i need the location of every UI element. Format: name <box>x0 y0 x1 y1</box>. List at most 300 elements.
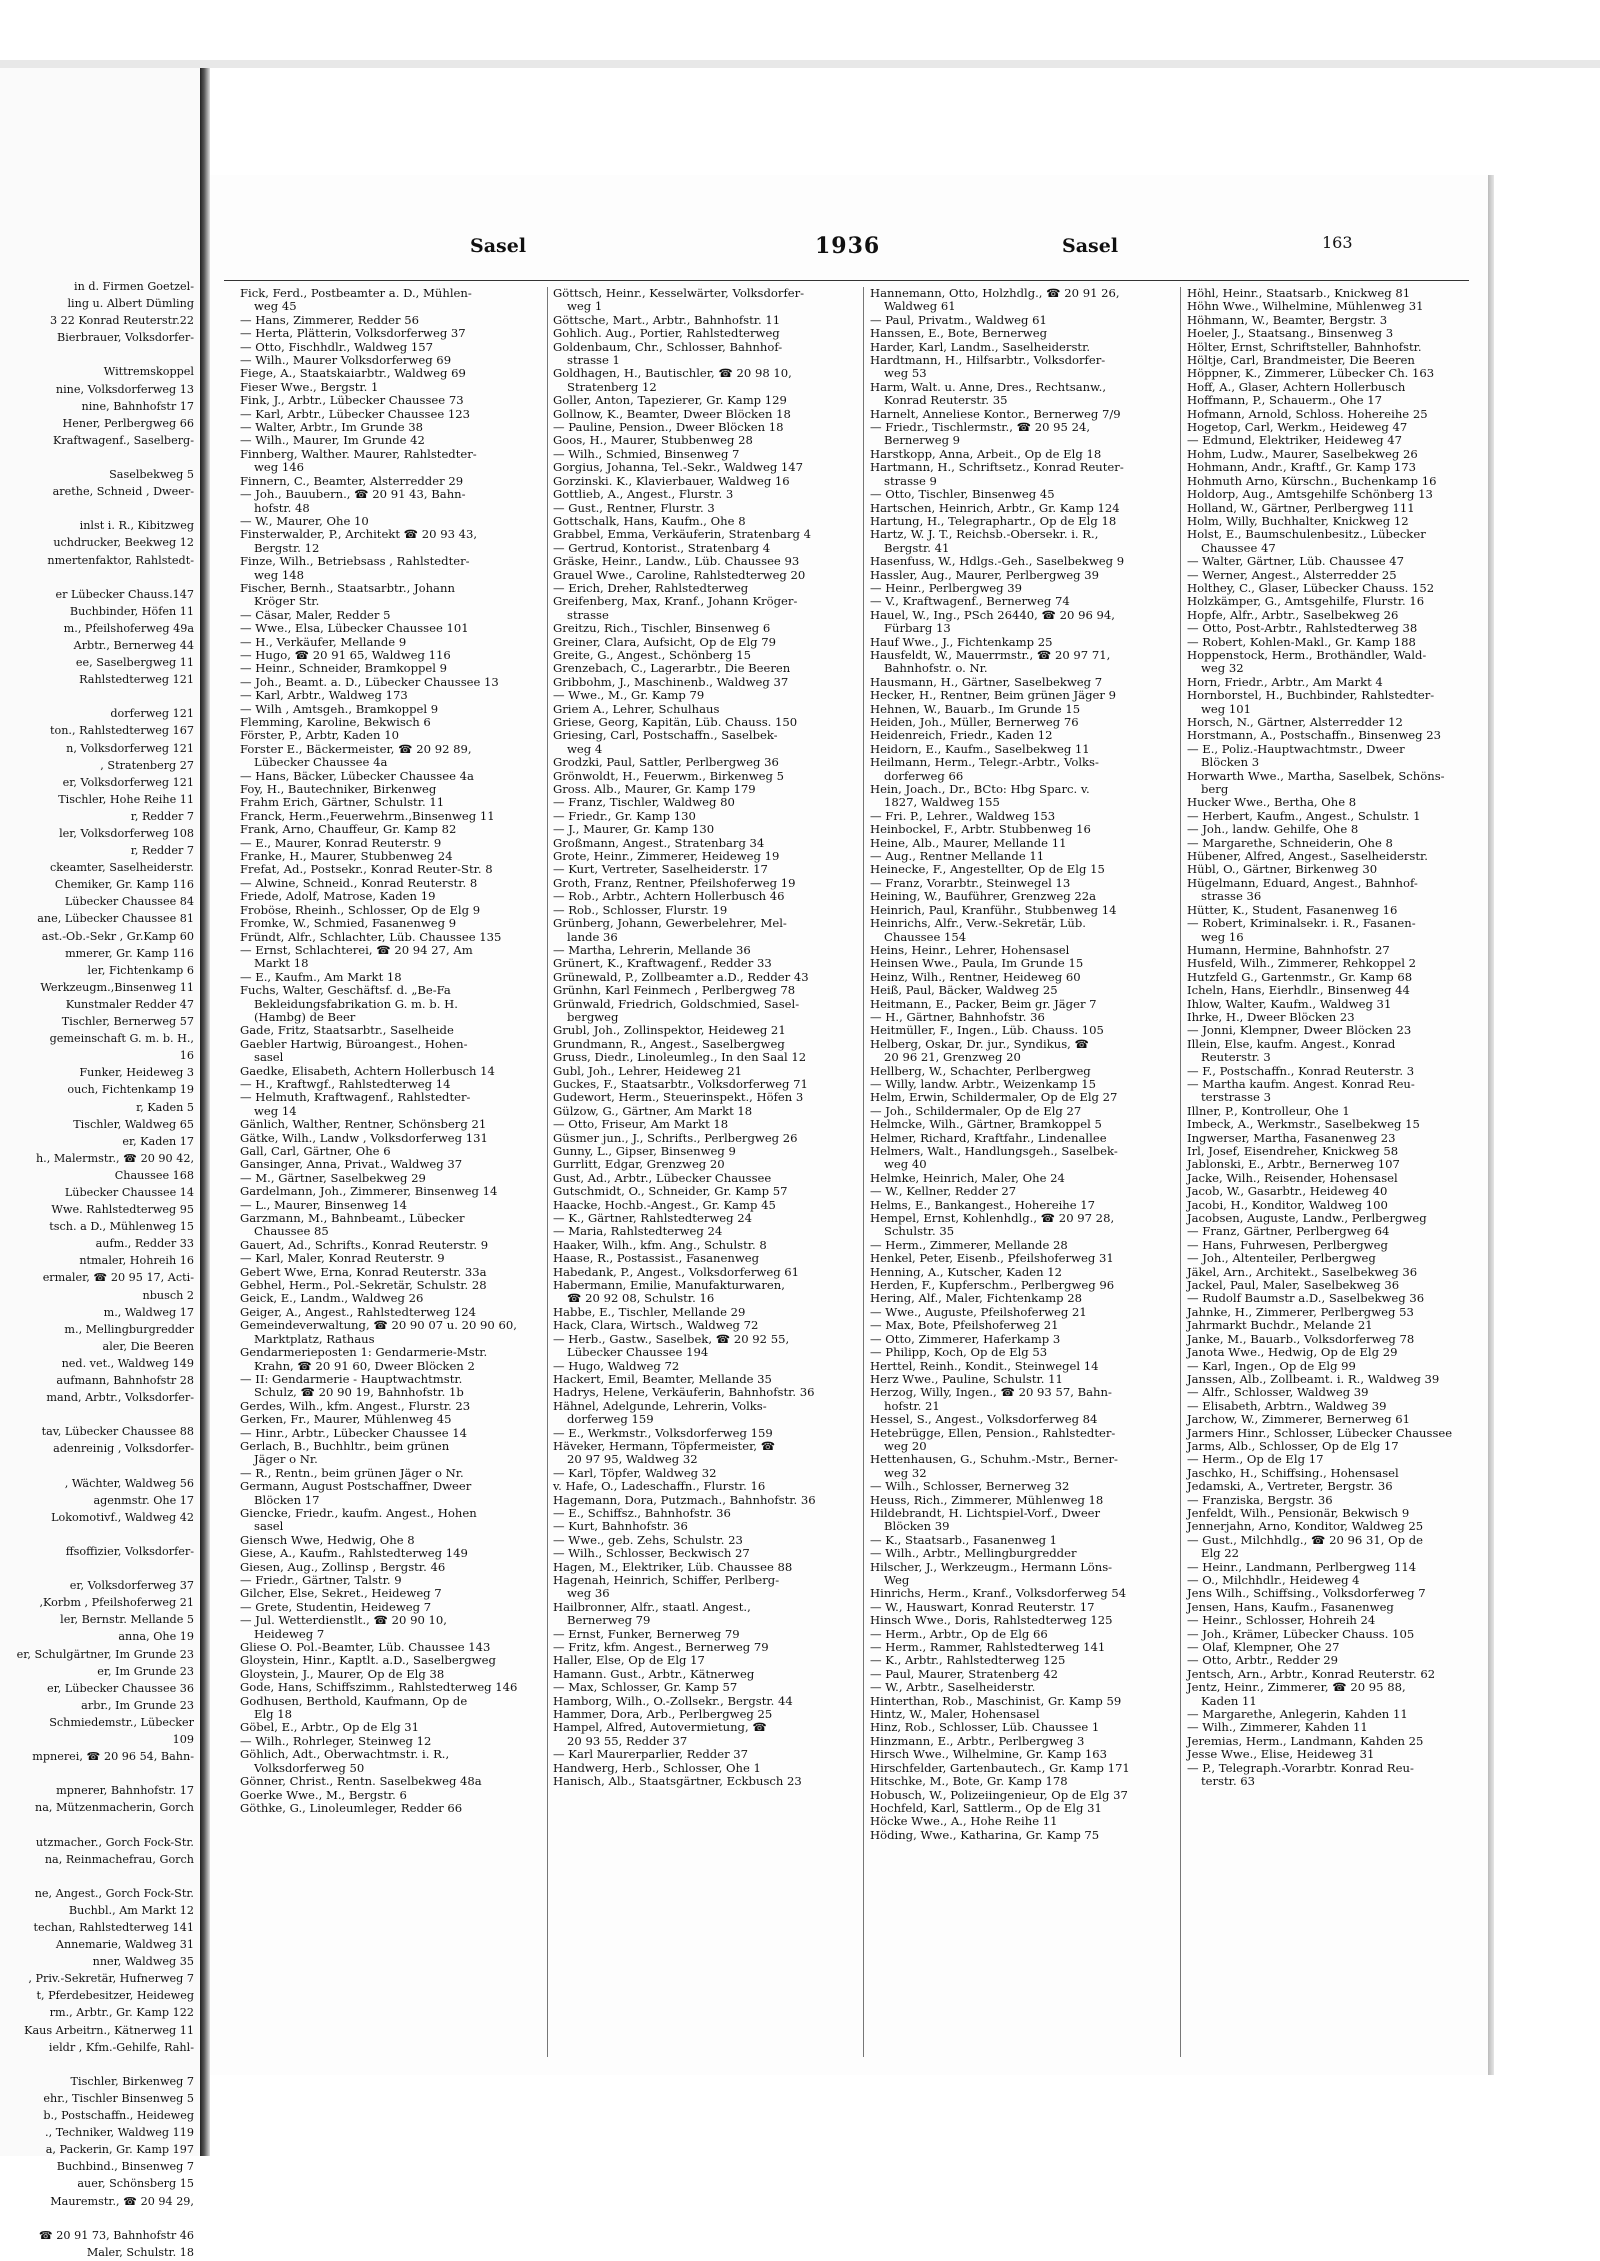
directory-entry-line: — E., Maurer, Konrad Reuterstr. 9 <box>240 835 442 850</box>
directory-entry-line: Heining, W., Bauführer, Grenzweg 22a <box>870 889 1097 904</box>
directory-entry-line: — Margarethe, Schneiderin, Ohe 8 <box>1187 835 1393 850</box>
previous-page-line: aler, Die Beeren <box>102 1339 194 1353</box>
directory-entry-line: — Paul, Maurer, Stratenberg 42 <box>870 1666 1059 1681</box>
previous-page-line: aufmann, Bahnhofstr 28 <box>56 1374 194 1387</box>
directory-entry-line: Gunny, L., Gipser, Binsenweg 9 <box>553 1144 736 1158</box>
directory-entry-line: — Franz, Tischler, Waldweg 80 <box>553 795 735 810</box>
directory-entry-line: — K., Gärtner, Rahlstedterweg 24 <box>553 1211 753 1226</box>
header-left-title: Sasel <box>470 235 527 257</box>
previous-page-line: nbusch 2 <box>142 1288 194 1302</box>
directory-entry-line: Gerlach, B., Buchhltr., beim grünen <box>240 1438 450 1453</box>
directory-entry-line: — Friedr., Gärtner, Talstr. 9 <box>240 1573 402 1587</box>
directory-entry-line: — Max, Bote, Pfeilshoferweg 21 <box>870 1318 1059 1333</box>
directory-entry-line: Heinz, Wilh., Rentner, Heideweg 60 <box>870 969 1081 984</box>
directory-entry-line: — Maria, Rahlstedterweg 24 <box>553 1224 723 1239</box>
previous-page-line: Tischler, Waldweg 65 <box>73 1117 194 1131</box>
directory-entry-line: — Hans, Fuhrwesen, Perlbergweg <box>1187 1237 1388 1252</box>
directory-entry-line: — Fri. P., Lehrer., Waldweg 153 <box>870 808 1056 823</box>
previous-page-line: Chemiker, Gr. Kamp 116 <box>54 878 194 892</box>
directory-entry-line: Jesse Wwe., Elise, Heideweg 31 <box>1187 1747 1375 1762</box>
directory-entry-line: Griem A., Lehrer, Schulhaus <box>553 701 720 716</box>
previous-page-line: Tischler, Hohe Reihe 11 <box>58 792 194 806</box>
directory-entry-line: weg 1 <box>567 299 603 314</box>
directory-entry-line: Gönner, Christ., Rentn. Saselbekweg 48a <box>240 1774 482 1789</box>
directory-entry-line: Foy, H., Bautechniker, Birkenweg <box>240 782 437 797</box>
directory-entry-line: weg 53 <box>884 366 927 381</box>
directory-entry-line: Goldhagen, H., Bautischler, ☎ 20 98 10, <box>553 366 792 381</box>
directory-entry-line: Franck, Herm.,Feuerwehrm.,Binsenweg 11 <box>240 808 495 823</box>
previous-page-line <box>4 1560 194 1577</box>
previous-page-line: anna, Ohe 19 <box>118 1630 194 1644</box>
header-right-title: Sasel <box>1062 235 1119 257</box>
previous-page-line: ☎ 20 91 73, Bahnhofstr 46 <box>38 2228 194 2242</box>
directory-entry-line: Gemeindeverwaltung, ☎ 20 90 07 u. 20 90 60, <box>240 1318 517 1333</box>
previous-page-line: Bierbrauer, Volksdorfer- <box>56 331 194 345</box>
previous-page-line: t, Pferdebesitzer, Heideweg <box>36 1989 194 2003</box>
directory-entry-line: Jäkel, Arn., Architekt., Saselbekweg 36 <box>1187 1264 1418 1279</box>
directory-entry-line: Heinecke, F., Angestellter, Op de Elg 15 <box>870 862 1105 877</box>
directory-entry-line: — Heinr., Landmann, Perlbergweg 114 <box>1187 1559 1417 1574</box>
directory-entry-line: Geick, E., Landm., Waldweg 26 <box>240 1291 424 1306</box>
previous-page-line: rm., Arbtr., Gr. Kamp 122 <box>49 2006 194 2020</box>
directory-entry-line: — Robert, Kriminalsekr. i. R., Fasanen- <box>1187 916 1416 931</box>
directory-entry-line: dorferweg 159 <box>567 1412 654 1427</box>
directory-entry-line: — Karl, Arbtr., Waldweg 173 <box>240 688 408 703</box>
directory-entry-line: Janke, M., Bauarb., Volksdorferweg 78 <box>1187 1331 1415 1346</box>
previous-page-line: adenreinig , Volksdorfer- <box>53 1442 194 1456</box>
directory-entry-line: — F., Postschaffn., Konrad Reuterstr. 3 <box>1187 1063 1415 1078</box>
directory-entry-line: Holthey, C., Glaser, Lübecker Chauss. 152 <box>1187 580 1435 595</box>
directory-entry-line: Höhl, Heinr., Staatsarb., Knickweg 81 <box>1187 286 1411 300</box>
directory-entry-line: — Wilh , Amtsgeh., Bramkoppel 9 <box>240 701 439 716</box>
previous-page-line: Kraftwagenf., Saselberg- <box>52 433 194 447</box>
directory-entry-line: — Margarethe, Anlegerin, Kahden 11 <box>1187 1707 1408 1722</box>
directory-entry-line: Heiden, Joh., Müller, Bernerweg 76 <box>870 715 1079 729</box>
directory-entry-line: — Otto, Fischhdlr., Waldweg 157 <box>240 339 434 354</box>
directory-entry-line: Großmann, Angest., Stratenbarg 34 <box>553 835 765 850</box>
directory-entry-line: Hecker, H., Rentner, Beim grünen Jäger 9 <box>870 688 1116 703</box>
directory-entry-line: Gebert Wwe, Erna, Konrad Reuterstr. 33a <box>240 1264 487 1279</box>
directory-entry-line: Bernerweg 79 <box>567 1613 651 1628</box>
directory-entry-line: Heiß, Paul, Bäcker, Waldweg 25 <box>870 983 1058 998</box>
directory-entry-line: Haase, R., Postassist., Fasanenweg <box>553 1251 760 1266</box>
page-edge <box>1488 175 1494 2075</box>
previous-page-line: na, Reinmachefrau, Gorch <box>44 1852 194 1866</box>
directory-entry-line: Giencke, Friedr., kaufm. Angest., Hohen <box>240 1505 477 1520</box>
directory-entry-line: Hinsch Wwe., Doris, Rahlstedterweg 125 <box>870 1613 1113 1628</box>
directory-entry-line: Icheln, Hans, Eierhdlr., Binsenweg 44 <box>1187 983 1410 998</box>
directory-entry-line: Chaussee 154 <box>884 929 967 944</box>
directory-entry-line: — Franziska, Bergstr. 36 <box>1187 1492 1333 1507</box>
directory-entry-line: Harm, Walt. u. Anne, Dres., Rechtsanw., <box>870 379 1107 394</box>
directory-entry-line: — E., Werkmstr., Volksdorferweg 159 <box>553 1425 773 1440</box>
directory-entry-line: Grabbel, Emma, Verkäuferin, Stratenbarg 4 <box>553 527 811 542</box>
previous-page-line: inlst i. R., Kibitzweg <box>79 519 194 533</box>
directory-entry-line: — Cäsar, Maler, Redder 5 <box>240 607 391 622</box>
directory-entry-line: Grodzki, Paul, Sattler, Perlbergweg 36 <box>553 755 779 770</box>
directory-entry-line: Fürbarg 13 <box>884 621 951 636</box>
directory-entry-line: — Heinr., Schlosser, Hohreih 24 <box>1187 1613 1376 1628</box>
directory-entry-line: — Heinr., Schneider, Bramkoppel 9 <box>240 661 448 676</box>
directory-entry-line: — Wilh., Maurer, Im Grunde 42 <box>240 433 425 448</box>
directory-entry-line: Herttel, Reinh., Kondit., Steinwegel 14 <box>870 1358 1099 1373</box>
directory-entry-line: 20 96 21, Grenzweg 20 <box>884 1050 1021 1065</box>
directory-entry-line: Hartmann, H., Schriftsetz., Konrad Reuter- <box>870 460 1124 475</box>
directory-entry-line: weg 45 <box>254 299 297 314</box>
directory-entry-line: Bahnhofstr. o. Nr. <box>884 661 988 676</box>
previous-page-line: ler, Volksdorferweg 108 <box>59 827 194 840</box>
directory-entry-line: lande 36 <box>567 929 618 944</box>
directory-entry-line: — Edmund, Elektriker, Heideweg 47 <box>1187 433 1402 448</box>
directory-entry-line: Illner, P., Kontrolleur, Ohe 1 <box>1187 1103 1350 1118</box>
directory-entry-line: — W., Kellner, Redder 27 <box>870 1184 1017 1199</box>
directory-entry-line: Ihlow, Walter, Kaufm., Waldweg 31 <box>1187 996 1392 1011</box>
directory-entry-line: Jeremias, Herm., Landmann, Kahden 25 <box>1187 1733 1424 1748</box>
directory-entry-line: Hering, Alf., Maler, Fichtenkamp 28 <box>870 1291 1082 1306</box>
directory-entry-line: ☎ 20 92 08, Schulstr. 16 <box>567 1291 715 1306</box>
directory-entry-line: Heidorn, E., Kaufm., Saselbekweg 11 <box>870 741 1090 756</box>
directory-entry-line: Gaebler Hartwig, Büroangest., Hohen- <box>240 1036 468 1051</box>
previous-page-line: Lübecker Chaussee 14 <box>64 1185 194 1199</box>
directory-entry-line: — Robert, Kohlen-Makl., Gr. Kamp 188 <box>1187 634 1416 649</box>
directory-entry-line: Heitmüller, F., Ingen., Lüb. Chauss. 105 <box>870 1023 1104 1038</box>
directory-entry-line: Habbe, E., Tischler, Mellande 29 <box>553 1304 746 1319</box>
directory-entry-line: Goldenbaum, Chr., Schlosser, Bahnhof- <box>553 339 783 354</box>
previous-page-line: , Stratenberg 27 <box>100 758 194 772</box>
directory-entry-line: Göttsch, Heinr., Kesselwärter, Volksdorfer- <box>553 286 805 300</box>
previous-page-line: m., Mellingburgredder <box>64 1322 194 1336</box>
directory-entry-line: Gülzow, G., Gärtner, Am Markt 18 <box>553 1103 753 1118</box>
directory-entry-line: Grubl, Joh., Zollinspektor, Heideweg 21 <box>553 1023 786 1038</box>
directory-entry-line: Hütter, K., Student, Fasanenweg 16 <box>1187 902 1398 917</box>
directory-entry-line: Hadrys, Helene, Verkäuferin, Bahnhofstr. 36 <box>553 1385 815 1400</box>
directory-entry-line: Hinz, Rob., Schlosser, Lüb. Chaussee 1 <box>870 1720 1100 1735</box>
directory-entry-line: — Herm., Op de Elg 17 <box>1187 1452 1324 1467</box>
previous-page-line: ee, Saselbergweg 11 <box>75 656 194 670</box>
directory-entry-line: Heideweg 7 <box>254 1626 325 1641</box>
directory-entry-line: — Paul, Privatm., Waldweg 61 <box>870 312 1047 327</box>
directory-entry-line: Hamborg, Wilh., O.-Zollsekr., Bergstr. 44 <box>553 1693 793 1708</box>
directory-entry-line: Goller, Anton, Tapezierer, Gr. Kamp 129 <box>553 393 787 408</box>
directory-entry-line: Greitzu, Rich., Tischler, Binsenweg 6 <box>553 621 771 636</box>
directory-entry-line: Frahm Erich, Gärtner, Schulstr. 11 <box>240 795 445 810</box>
directory-entry-line: Jarmers Hinr., Schlosser, Lübecker Chaussee <box>1187 1425 1453 1440</box>
previous-page-line: agenmstr. Ohe 17 <box>93 1493 194 1507</box>
directory-entry-line: Gode, Hans, Schiffszimm., Rahlstedterweg 146 <box>240 1680 518 1695</box>
directory-entry-line: weg 148 <box>254 567 305 582</box>
directory-entry-line: Helms, E., Bankangest., Hohereihe 17 <box>870 1197 1096 1212</box>
directory-entry-line: Gendarmerieposten 1: Gendarmerie-Mstr. <box>240 1345 488 1360</box>
directory-entry-line: weg 36 <box>567 1586 610 1601</box>
directory-entry-line: — Gertrud, Kontorist., Stratenbarg 4 <box>553 540 771 555</box>
directory-entry-line: weg 14 <box>254 1103 297 1118</box>
directory-entry-line: — Rob., Arbtr., Achtern Hollerbusch 46 <box>553 889 785 904</box>
directory-entry-line: Germann, August Postschaffner, Dweer <box>240 1479 472 1494</box>
directory-entry-line: Hammer, Dora, Arb., Perlbergweg 25 <box>553 1707 773 1722</box>
directory-entry-line: Volksdorferweg 50 <box>254 1760 365 1775</box>
directory-entry-line: Hornborstel, H., Buchbinder, Rahlstedter- <box>1187 688 1435 703</box>
directory-entry-line: Gerdes, Wilh., kfm. Angest., Flurstr. 23 <box>240 1398 471 1413</box>
column-divider <box>547 287 548 2057</box>
directory-entry-line: — Otto, Post-Arbtr., Rahlstedterweg 38 <box>1187 621 1418 636</box>
directory-entry-line: — Ernst, Funker, Bernerweg 79 <box>553 1626 740 1641</box>
previous-page-line: ,Korbm , Pfeilshoferweg 21 <box>39 1596 194 1610</box>
directory-entry-line: — L., Maurer, Binsenweg 14 <box>240 1197 407 1212</box>
previous-page-line: Annemarie, Waldweg 31 <box>55 1938 194 1952</box>
directory-entry-line: Fick, Ferd., Postbeamter a. D., Mühlen- <box>240 286 472 300</box>
column-divider <box>1180 287 1181 2057</box>
directory-entry-line: Heine, Alb., Maurer, Mellande 11 <box>870 835 1067 850</box>
directory-entry-line: Grundmann, R., Angest., Saselbergweg <box>553 1036 785 1051</box>
directory-entry-line: Fink, J., Arbtr., Lübecker Chaussee 73 <box>240 393 464 408</box>
previous-page-line <box>4 1526 194 1543</box>
directory-entry-line: Hanssen, E., Bote, Bernerweg <box>870 326 1047 341</box>
directory-entry-line: — Wilh., Maurer Volksdorferweg 69 <box>240 353 452 368</box>
directory-entry-line: — Otto, Friseur, Am Markt 18 <box>553 1117 729 1132</box>
directory-entry-line: Guckes, F., Staatsarbtr., Volksdorferweg 71 <box>553 1076 808 1091</box>
directory-entry-line: Hettenhausen, G., Schuhm.-Mstr., Berner- <box>870 1452 1118 1467</box>
directory-entry-line: — K., Staatsarb., Fasanenweg 1 <box>870 1532 1058 1547</box>
previous-page-line <box>4 346 194 363</box>
previous-page-line: mpnerei, ☎ 20 96 54, Bahn- <box>32 1750 194 1764</box>
directory-entry-line: — Herm., Zimmerer, Mellande 28 <box>870 1237 1068 1252</box>
directory-entry-line: — Erich, Dreher, Rahlstedterweg <box>553 580 749 595</box>
previous-page-line: uchdrucker, Beekweg 12 <box>53 536 194 550</box>
directory-entry-line: — Karl, Ingen., Op de Elg 99 <box>1187 1358 1356 1373</box>
previous-page-line <box>4 1868 194 1885</box>
directory-entry-line: Heinsen Wwe., Paula, Im Grunde 15 <box>870 956 1084 971</box>
directory-entry-line: Gribbohm, J., Maschinenb., Waldweg 37 <box>553 674 789 689</box>
directory-entry-line: Göhlich, Adt., Oberwachtmstr. i. R., <box>240 1747 450 1762</box>
directory-entry-line: Gollnow, K., Beamter, Dweer Blöcken 18 <box>553 406 791 421</box>
directory-entry-line: Groth, Franz, Rentner, Pfeilshoferweg 19 <box>553 875 796 890</box>
directory-entry-line: Hintz, W., Maler, Hohensasel <box>870 1707 1040 1722</box>
directory-entry-line: Gilcher, Else, Sekret., Heideweg 7 <box>240 1586 442 1601</box>
previous-page-line <box>4 1457 194 1474</box>
directory-entry-line: Greiner, Clara, Aufsicht, Op de Elg 79 <box>553 634 777 649</box>
directory-entry-line: — Helmuth, Kraftwagenf., Rahlstedter- <box>240 1090 471 1105</box>
directory-entry-line: Gätke, Wilh., Landw , Volksdorferweg 131 <box>240 1130 488 1145</box>
directory-entry-line: Helmer, Richard, Kraftfahr., Lindenallee <box>870 1130 1107 1145</box>
previous-page-line: m., Pfeilshoferweg 49a <box>63 621 194 635</box>
directory-entry-line: — M., Gärtner, Saselbekweg 29 <box>240 1170 426 1185</box>
directory-entry-line: Hampel, Alfred, Autovermietung, ☎ <box>553 1720 767 1735</box>
directory-entry-line: — Rob., Schlosser, Flurstr. 19 <box>553 902 728 917</box>
directory-entry-line: Hartschen, Heinrich, Arbtr., Gr. Kamp 124 <box>870 500 1120 515</box>
directory-column-1 <box>240 287 540 2057</box>
directory-entry-line: Holdorp, Aug., Amtsgehilfe Schönberg 13 <box>1187 487 1433 502</box>
directory-entry-line: Bernerweg 9 <box>884 433 961 448</box>
directory-entry-line: — Wwe., M., Gr. Kamp 79 <box>553 688 705 703</box>
directory-entry-line: Hackert, Emil, Beamter, Mellande 35 <box>553 1371 772 1386</box>
directory-entry-line: Goerke Wwe., M., Bergstr. 6 <box>240 1787 407 1802</box>
previous-page-lines <box>4 278 194 2261</box>
directory-entry-line: Hähnel, Adelgunde, Lehrerin, Volks- <box>553 1398 767 1413</box>
previous-page-line: er, Lübecker Chaussee 36 <box>47 1681 194 1695</box>
previous-page-line: nine, Volksdorferweg 13 <box>55 382 194 396</box>
page-number: 163 <box>1322 233 1353 252</box>
previous-page-line: n, Volksdorferweg 121 <box>66 741 194 755</box>
previous-page-line: tav, Lübecker Chaussee 88 <box>41 1425 194 1439</box>
directory-entry-line: Gross. Alb., Maurer, Gr. Kamp 179 <box>553 782 756 797</box>
directory-entry-line: Forster E., Bäckermeister, ☎ 20 92 89, <box>240 741 472 756</box>
directory-entry-line: — Gust., Milchhdlg., ☎ 20 96 31, Op de <box>1187 1532 1424 1547</box>
directory-entry-line: — Hugo, ☎ 20 91 65, Waldweg 116 <box>240 647 451 662</box>
directory-entry-line: Harstkopp, Anna, Arbeit., Op de Elg 18 <box>870 446 1102 461</box>
directory-entry-line: Frank, Arno, Chauffeur, Gr. Kamp 82 <box>240 822 457 837</box>
directory-entry-line: — Martha, Lehrerin, Mellande 36 <box>553 942 751 957</box>
directory-entry-line: Hilscher, J., Werkzeugm., Hermann Löns- <box>870 1559 1113 1574</box>
directory-entry-line: Konrad Reuterstr. 35 <box>884 393 1008 408</box>
directory-entry-line: Hannemann, Otto, Holzhdlg., ☎ 20 91 26, <box>870 286 1120 300</box>
previous-page-line: ler, Fichtenkamp 6 <box>87 963 194 977</box>
directory-entry-line: Hartz, W. J. T., Reichsb.-Obersekr. i. R., <box>870 527 1099 542</box>
previous-page-line: 3 22 Konrad Reuterstr.22 <box>49 314 194 328</box>
directory-entry-line: — E., Schiffsz., Bahnhofstr. 36 <box>553 1505 731 1520</box>
directory-entry-line: — II: Gendarmerie - Hauptwachtmstr. <box>240 1371 463 1386</box>
directory-entry-line: Garzmann, M., Bahnbeamt., Lübecker <box>240 1211 465 1226</box>
directory-entry-line: Waldweg 61 <box>884 299 956 314</box>
directory-entry-line: Hochfeld, Karl, Sattlerm., Op de Elg 31 <box>870 1800 1102 1815</box>
directory-entry-line: — Alfr., Schlosser, Waldweg 39 <box>1187 1385 1369 1400</box>
directory-entry-line: Hoff, A., Glaser, Achtern Hollerbusch <box>1187 379 1406 394</box>
directory-entry-line: terstrasse 3 <box>1201 1090 1271 1105</box>
directory-entry-line: weg 16 <box>1201 929 1244 944</box>
directory-entry-line: Godhusen, Berthold, Kaufmann, Op de <box>240 1693 468 1708</box>
directory-entry-line: Heinrich, Paul, Kranführ., Stubbenweg 14 <box>870 902 1117 917</box>
directory-entry-line: Imbeck, A., Werkmstr., Saselbekweg 15 <box>1187 1117 1420 1132</box>
directory-entry-line: — Willy, landw. Arbtr., Weizenkamp 15 <box>870 1076 1097 1091</box>
previous-page-line: Maler, Schulstr. 18 <box>86 2245 194 2259</box>
directory-entry-line: Grünhn, Karl Feinmech , Perlbergweg 78 <box>553 983 796 998</box>
directory-entry-line: — W., Maurer, Ohe 10 <box>240 513 369 528</box>
directory-entry-line: Hehnen, W., Bauarb., Im Grunde 15 <box>870 701 1081 716</box>
directory-entry-line: — Walter, Arbtr., Im Grunde 38 <box>240 420 424 435</box>
directory-entry-line: — Werner, Angest., Alsterredder 25 <box>1187 567 1397 582</box>
directory-entry-line: hofstr. 21 <box>884 1398 940 1413</box>
directory-entry-line: Hinzmann, E., Arbtr., Perlbergweg 3 <box>870 1733 1085 1748</box>
directory-entry-line: Gräske, Heinr., Landw., Lüb. Chaussee 93 <box>553 554 800 569</box>
previous-page-line: ntmaler, Hohreih 16 <box>79 1254 194 1268</box>
directory-entry-line: Fiege, A., Staatskaiarbtr., Waldweg 69 <box>240 366 466 381</box>
previous-page-line: Tischler, Bernerweg 57 <box>61 1015 194 1029</box>
directory-entry-line: Harder, Karl, Landm., Saselheiderstr. <box>870 339 1091 354</box>
directory-entry-line: — W., Hauswart, Konrad Reuterstr. 17 <box>870 1599 1095 1614</box>
previous-page-line: mmerer, Gr. Kamp 116 <box>65 946 194 960</box>
previous-page-line: , Wächter, Waldweg 56 <box>64 1476 194 1490</box>
previous-page-line: Wittremskoppel <box>103 365 194 379</box>
scan-border-top <box>0 60 1600 68</box>
directory-entry-line: Gloystein, Hinr., Kaptlt. a.D., Saselbergweg <box>240 1653 496 1668</box>
directory-entry-line: Helmke, Heinrich, Maler, Ohe 24 <box>870 1170 1065 1185</box>
directory-entry-line: berg <box>1201 782 1229 797</box>
directory-entry-line: — Wilh., Schmied, Binsenweg 7 <box>553 446 740 461</box>
directory-entry-line: — Aug., Rentner Mellande 11 <box>870 849 1045 864</box>
directory-entry-line: Helmcke, Wilh., Gärtner, Bramkoppel 5 <box>870 1117 1102 1132</box>
directory-entry-line: Holst, E., Baumschulenbesitz., Lübecker <box>1187 527 1426 542</box>
directory-entry-line: Hausfeldt, W., Mauerrmstr., ☎ 20 97 71, <box>870 647 1111 662</box>
directory-entry-line: bergweg <box>567 1009 619 1024</box>
directory-entry-line: — K., Arbtr., Rahlstedterweg 125 <box>870 1653 1066 1668</box>
directory-entry-line: Hetebrügge, Ellen, Pension., Rahlstedter- <box>870 1425 1116 1440</box>
previous-page-line: Lübecker Chaussee 84 <box>64 895 194 909</box>
directory-entry-line: Habedank, P., Angest., Volksdorferweg 61 <box>553 1264 800 1279</box>
previous-page-line: ouch, Fichtenkamp 19 <box>67 1083 194 1097</box>
directory-entry-line: Blöcken 17 <box>254 1492 320 1507</box>
directory-entry-line: — Otto, Arbtr., Redder 29 <box>1187 1653 1339 1668</box>
directory-entry-line: Jenfeldt, Wilh., Pensionär, Bekwisch 9 <box>1187 1505 1410 1520</box>
directory-entry-line: Göttsche, Mart., Arbtr., Bahnhofstr. 11 <box>553 312 781 327</box>
previous-page-line: h., Malermstr., ☎ 20 90 42, <box>35 1151 194 1165</box>
previous-page-line <box>4 2210 194 2227</box>
directory-entry-line: Horsch, N., Gärtner, Alsterredder 12 <box>1187 715 1403 729</box>
directory-entry-line: Hauel, W., Ing., PSch 26440, ☎ 20 96 94, <box>870 607 1115 622</box>
previous-page-line: ling u. Albert Dümling <box>67 297 194 311</box>
directory-entry-line: — Kurt, Vertreter, Saselheiderstr. 17 <box>553 862 768 877</box>
directory-entry-line: Bergstr. 41 <box>884 540 950 555</box>
previous-page-line: ehr., Tischler Binsenweg 5 <box>43 2091 194 2105</box>
directory-entry-line: Schulstr. 35 <box>884 1224 955 1239</box>
previous-page-line: techan, Rahlstedterweg 141 <box>33 1921 194 1934</box>
directory-entry-line: Göthke, G., Linoleumleger, Redder 66 <box>240 1800 463 1815</box>
previous-page-fragment <box>0 68 201 2259</box>
directory-entry-line: — Pauline, Pension., Dweer Blöcken 18 <box>553 420 784 435</box>
directory-entry-line: Hagemann, Dora, Putzmach., Bahnhofstr. 36 <box>553 1492 816 1507</box>
directory-entry-line: — Herb., Gastw., Saselbek, ☎ 20 92 55, <box>553 1331 790 1346</box>
directory-entry-line: — Herbert, Kaufm., Angest., Schulstr. 1 <box>1187 808 1421 823</box>
directory-column-4 <box>1187 287 1477 2057</box>
directory-entry-line: — O., Milchhdlr., Heideweg 4 <box>1187 1573 1360 1587</box>
directory-entry-line: Handwerg, Herb., Schlosser, Ohe 1 <box>553 1760 761 1775</box>
directory-entry-line: Bekleidungsfabrikation G. m. b. H. <box>254 996 458 1011</box>
directory-entry-line: Helmers, Walt., Handlungsgeh., Saselbek- <box>870 1144 1118 1158</box>
directory-entry-line: Hobusch, W., Polizeiingenieur, Op de Elg 37 <box>870 1787 1128 1802</box>
directory-entry-line: Husfeld, Wilh., Zimmerer, Rehkoppel 2 <box>1187 956 1417 971</box>
directory-entry-line: — R., Rentn., beim grünen Jäger o Nr. <box>240 1465 464 1480</box>
previous-page-line: Tischler, Birkenweg 7 <box>70 2074 194 2088</box>
directory-entry-line: Gutschmidt, O., Schneider, Gr. Kamp 57 <box>553 1184 788 1199</box>
directory-entry-line: Hildebrandt, H. Lichtspiel-Vorf., Dweer <box>870 1505 1101 1520</box>
directory-entry-line: Jahnke, H., Zimmerer, Perlbergweg 53 <box>1187 1304 1414 1319</box>
previous-page-line: er, Schulgärtner, Im Grunde 23 <box>16 1647 194 1661</box>
directory-entry-line: Hausmann, H., Gärtner, Saselbekweg 7 <box>870 674 1103 689</box>
previous-page-line: Buchbl., Am Markt 12 <box>68 1903 194 1917</box>
directory-entry-line: — Joh., Schildermaler, Op de Elg 27 <box>870 1103 1082 1118</box>
directory-entry-line: Hopfe, Alfr., Arbtr., Saselbekweg 26 <box>1187 607 1399 622</box>
directory-entry-line: weg 4 <box>567 741 603 756</box>
directory-entry-line: Heinbockel, F., Arbtr. Stubbenweg 16 <box>870 822 1091 837</box>
directory-entry-line: — Wwe., Elsa, Lübecker Chaussee 101 <box>240 621 469 636</box>
directory-entry-line: Gorzinski. K., Klavierbauer, Waldweg 16 <box>553 473 790 488</box>
previous-page-line: Rahlstedterweg 121 <box>79 673 194 687</box>
directory-entry-line: weg 20 <box>884 1438 927 1453</box>
directory-entry-line: Markt 18 <box>254 956 309 971</box>
previous-page-line: ieldr , Kfm.-Gehilfe, Rahl- <box>48 2040 194 2054</box>
directory-entry-line: — Joh., Krämer, Lübecker Chauss. 105 <box>1187 1626 1415 1641</box>
directory-entry-line: Höcke Wwe., A., Hohe Reihe 11 <box>870 1814 1058 1829</box>
directory-entry-line: Hitschke, M., Bote, Gr. Kamp 178 <box>870 1774 1068 1789</box>
directory-entry-line: — Hans, Bäcker, Lübecker Chaussee 4a <box>240 768 474 783</box>
directory-entry-line: sasel <box>254 1050 284 1065</box>
previous-page-line: mpnerer, Bahnhofstr. 17 <box>56 1784 194 1798</box>
previous-page-line: er, Volksdorferweg 121 <box>62 775 194 789</box>
directory-entry-line: Goos, H., Maurer, Stubbenweg 28 <box>553 433 753 448</box>
directory-entry-line: Jäger o Nr. <box>254 1452 318 1467</box>
directory-entry-line: Hessel, S., Angest., Volksdorferweg 84 <box>870 1412 1098 1427</box>
directory-entry-line: Jackel, Paul, Maler, Saselbekweg 36 <box>1187 1278 1400 1293</box>
previous-page-line: nmertenfaktor, Rahlstedt- <box>47 553 194 567</box>
header-rule <box>224 280 1469 281</box>
